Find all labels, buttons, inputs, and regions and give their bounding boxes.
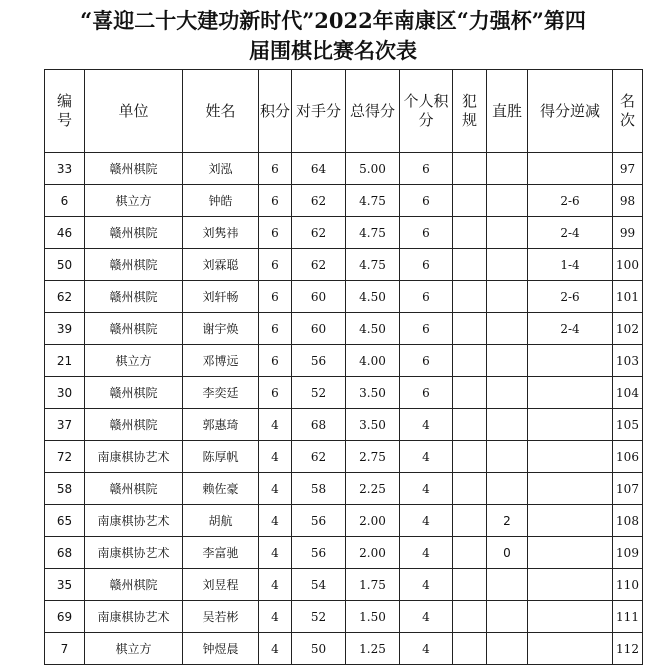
cell-rank: 109 bbox=[613, 537, 643, 569]
cell-unit: 棋立方 bbox=[85, 185, 183, 217]
cell-opponent-score: 50 bbox=[292, 633, 346, 665]
cell-name: 刘隽祎 bbox=[183, 217, 259, 249]
cell-name: 李富驰 bbox=[183, 537, 259, 569]
cell-unit: 棋立方 bbox=[85, 345, 183, 377]
cell-opponent-score: 60 bbox=[292, 313, 346, 345]
cell-unit: 赣州棋院 bbox=[85, 473, 183, 505]
cell-foul bbox=[453, 281, 487, 313]
cell-total: 2.00 bbox=[346, 537, 400, 569]
cell-unit: 赣州棋院 bbox=[85, 569, 183, 601]
cell-unit: 赣州棋院 bbox=[85, 281, 183, 313]
cell-rank: 99 bbox=[613, 217, 643, 249]
cell-total: 2.00 bbox=[346, 505, 400, 537]
cell-individual: 6 bbox=[400, 249, 453, 281]
cell-rank: 102 bbox=[613, 313, 643, 345]
cell-direct-win bbox=[487, 281, 528, 313]
cell-direct-win bbox=[487, 409, 528, 441]
cell-score: 4 bbox=[259, 441, 292, 473]
cell-individual: 6 bbox=[400, 185, 453, 217]
table-row bbox=[45, 537, 643, 569]
cell-direct-win bbox=[487, 473, 528, 505]
header-rank: 名次 bbox=[613, 70, 643, 153]
cell-score: 6 bbox=[259, 185, 292, 217]
cell-foul bbox=[453, 601, 487, 633]
cell-tiebreak bbox=[528, 601, 613, 633]
cell-tiebreak bbox=[528, 505, 613, 537]
cell-direct-win bbox=[487, 441, 528, 473]
cell-foul bbox=[453, 185, 487, 217]
cell-tiebreak: 2-6 bbox=[528, 281, 613, 313]
cell-no: 30 bbox=[45, 377, 85, 409]
cell-name: 郭惠琦 bbox=[183, 409, 259, 441]
cell-opponent-score: 52 bbox=[292, 377, 346, 409]
table-row bbox=[45, 473, 643, 505]
cell-no: 33 bbox=[45, 153, 85, 185]
cell-total: 2.75 bbox=[346, 441, 400, 473]
cell-unit: 赣州棋院 bbox=[85, 249, 183, 281]
cell-unit: 赣州棋院 bbox=[85, 313, 183, 345]
cell-direct-win: 0 bbox=[487, 537, 528, 569]
cell-tiebreak bbox=[528, 377, 613, 409]
cell-total: 5.00 bbox=[346, 153, 400, 185]
cell-no: 37 bbox=[45, 409, 85, 441]
cell-no: 72 bbox=[45, 441, 85, 473]
cell-no: 39 bbox=[45, 313, 85, 345]
cell-opponent-score: 64 bbox=[292, 153, 346, 185]
cell-no: 6 bbox=[45, 185, 85, 217]
page-title bbox=[0, 6, 666, 66]
cell-direct-win bbox=[487, 377, 528, 409]
cell-foul bbox=[453, 377, 487, 409]
cell-rank: 104 bbox=[613, 377, 643, 409]
cell-opponent-score: 58 bbox=[292, 473, 346, 505]
cell-total: 1.75 bbox=[346, 569, 400, 601]
table-row bbox=[45, 153, 643, 185]
cell-foul bbox=[453, 153, 487, 185]
cell-tiebreak: 1-4 bbox=[528, 249, 613, 281]
header-total: 总得分 bbox=[346, 70, 400, 153]
cell-foul bbox=[453, 249, 487, 281]
cell-individual: 6 bbox=[400, 217, 453, 249]
cell-no: 58 bbox=[45, 473, 85, 505]
header-unit: 单位 bbox=[85, 70, 183, 153]
cell-rank: 111 bbox=[613, 601, 643, 633]
cell-rank: 101 bbox=[613, 281, 643, 313]
cell-score: 6 bbox=[259, 249, 292, 281]
cell-individual: 6 bbox=[400, 153, 453, 185]
cell-unit: 赣州棋院 bbox=[85, 217, 183, 249]
cell-tiebreak bbox=[528, 345, 613, 377]
cell-direct-win bbox=[487, 249, 528, 281]
table-row bbox=[45, 409, 643, 441]
cell-individual: 6 bbox=[400, 377, 453, 409]
cell-total: 4.75 bbox=[346, 185, 400, 217]
cell-rank: 105 bbox=[613, 409, 643, 441]
cell-foul bbox=[453, 537, 487, 569]
cell-opponent-score: 60 bbox=[292, 281, 346, 313]
cell-foul bbox=[453, 217, 487, 249]
cell-no: 21 bbox=[45, 345, 85, 377]
cell-name: 谢宇焕 bbox=[183, 313, 259, 345]
cell-name: 钟皓 bbox=[183, 185, 259, 217]
cell-no: 68 bbox=[45, 537, 85, 569]
cell-tiebreak bbox=[528, 569, 613, 601]
cell-unit: 南康棋协艺术 bbox=[85, 601, 183, 633]
table-row bbox=[45, 185, 643, 217]
cell-foul bbox=[453, 633, 487, 665]
cell-foul bbox=[453, 345, 487, 377]
cell-no: 35 bbox=[45, 569, 85, 601]
cell-rank: 98 bbox=[613, 185, 643, 217]
cell-individual: 4 bbox=[400, 633, 453, 665]
cell-opponent-score: 54 bbox=[292, 569, 346, 601]
cell-no: 69 bbox=[45, 601, 85, 633]
table-row bbox=[45, 601, 643, 633]
cell-no: 7 bbox=[45, 633, 85, 665]
cell-opponent-score: 56 bbox=[292, 345, 346, 377]
cell-direct-win bbox=[487, 185, 528, 217]
cell-score: 6 bbox=[259, 345, 292, 377]
cell-opponent-score: 62 bbox=[292, 217, 346, 249]
cell-unit: 南康棋协艺术 bbox=[85, 505, 183, 537]
ranking-table bbox=[44, 69, 643, 665]
cell-no: 50 bbox=[45, 249, 85, 281]
cell-name: 李奕廷 bbox=[183, 377, 259, 409]
table-row bbox=[45, 633, 643, 665]
table-row bbox=[45, 345, 643, 377]
header-score: 积分 bbox=[259, 70, 292, 153]
cell-name: 邓博远 bbox=[183, 345, 259, 377]
cell-opponent-score: 52 bbox=[292, 601, 346, 633]
cell-direct-win bbox=[487, 633, 528, 665]
cell-name: 赖佐豪 bbox=[183, 473, 259, 505]
cell-unit: 南康棋协艺术 bbox=[85, 441, 183, 473]
cell-unit: 棋立方 bbox=[85, 633, 183, 665]
cell-total: 1.25 bbox=[346, 633, 400, 665]
cell-tiebreak bbox=[528, 409, 613, 441]
cell-no: 65 bbox=[45, 505, 85, 537]
table-row bbox=[45, 249, 643, 281]
cell-score: 6 bbox=[259, 313, 292, 345]
cell-score: 6 bbox=[259, 377, 292, 409]
cell-individual: 6 bbox=[400, 281, 453, 313]
cell-total: 4.50 bbox=[346, 313, 400, 345]
cell-rank: 100 bbox=[613, 249, 643, 281]
table-row bbox=[45, 313, 643, 345]
cell-opponent-score: 68 bbox=[292, 409, 346, 441]
header-direct: 直胜 bbox=[487, 70, 528, 153]
cell-score: 4 bbox=[259, 537, 292, 569]
cell-individual: 4 bbox=[400, 409, 453, 441]
cell-total: 4.50 bbox=[346, 281, 400, 313]
cell-individual: 6 bbox=[400, 345, 453, 377]
cell-unit: 赣州棋院 bbox=[85, 409, 183, 441]
cell-direct-win bbox=[487, 217, 528, 249]
cell-direct-win bbox=[487, 345, 528, 377]
header-foul: 犯规 bbox=[453, 70, 487, 153]
cell-score: 4 bbox=[259, 473, 292, 505]
cell-direct-win: 2 bbox=[487, 505, 528, 537]
cell-individual: 4 bbox=[400, 505, 453, 537]
cell-total: 4.75 bbox=[346, 217, 400, 249]
cell-foul bbox=[453, 505, 487, 537]
cell-score: 4 bbox=[259, 601, 292, 633]
cell-rank: 112 bbox=[613, 633, 643, 665]
cell-rank: 108 bbox=[613, 505, 643, 537]
cell-direct-win bbox=[487, 601, 528, 633]
cell-direct-win bbox=[487, 569, 528, 601]
cell-name: 刘轩畅 bbox=[183, 281, 259, 313]
cell-rank: 107 bbox=[613, 473, 643, 505]
cell-total: 3.50 bbox=[346, 409, 400, 441]
cell-name: 陈厚帆 bbox=[183, 441, 259, 473]
cell-total: 4.75 bbox=[346, 249, 400, 281]
header-no: 编号 bbox=[45, 70, 85, 153]
cell-score: 4 bbox=[259, 409, 292, 441]
cell-opponent-score: 62 bbox=[292, 441, 346, 473]
cell-individual: 6 bbox=[400, 313, 453, 345]
table-row bbox=[45, 217, 643, 249]
table-row bbox=[45, 569, 643, 601]
cell-opponent-score: 62 bbox=[292, 249, 346, 281]
cell-name: 刘霖聪 bbox=[183, 249, 259, 281]
cell-name: 吴若彬 bbox=[183, 601, 259, 633]
title-line-2: 届围棋比赛名次表 bbox=[249, 38, 417, 63]
cell-rank: 97 bbox=[613, 153, 643, 185]
cell-tiebreak bbox=[528, 537, 613, 569]
cell-tiebreak bbox=[528, 153, 613, 185]
cell-unit: 赣州棋院 bbox=[85, 377, 183, 409]
cell-foul bbox=[453, 313, 487, 345]
header-tiebreak: 得分逆减 bbox=[528, 70, 613, 153]
cell-no: 46 bbox=[45, 217, 85, 249]
cell-individual: 4 bbox=[400, 473, 453, 505]
cell-opponent-score: 56 bbox=[292, 537, 346, 569]
cell-tiebreak bbox=[528, 633, 613, 665]
header-name: 姓名 bbox=[183, 70, 259, 153]
header-individual: 个人积分 bbox=[400, 70, 453, 153]
table-row bbox=[45, 281, 643, 313]
cell-score: 4 bbox=[259, 505, 292, 537]
cell-direct-win bbox=[487, 313, 528, 345]
table-row bbox=[45, 505, 643, 537]
cell-score: 4 bbox=[259, 569, 292, 601]
cell-unit: 南康棋协艺术 bbox=[85, 537, 183, 569]
cell-tiebreak bbox=[528, 441, 613, 473]
cell-unit: 赣州棋院 bbox=[85, 153, 183, 185]
cell-score: 4 bbox=[259, 633, 292, 665]
cell-individual: 4 bbox=[400, 601, 453, 633]
cell-individual: 4 bbox=[400, 569, 453, 601]
cell-tiebreak: 2-4 bbox=[528, 313, 613, 345]
cell-total: 3.50 bbox=[346, 377, 400, 409]
cell-rank: 110 bbox=[613, 569, 643, 601]
cell-opponent-score: 56 bbox=[292, 505, 346, 537]
cell-opponent-score: 62 bbox=[292, 185, 346, 217]
table-row bbox=[45, 441, 643, 473]
cell-tiebreak: 2-6 bbox=[528, 185, 613, 217]
cell-individual: 4 bbox=[400, 537, 453, 569]
cell-score: 6 bbox=[259, 217, 292, 249]
table-header-row bbox=[45, 70, 643, 153]
header-opponent: 对手分 bbox=[292, 70, 346, 153]
cell-name: 钟煜晨 bbox=[183, 633, 259, 665]
cell-tiebreak: 2-4 bbox=[528, 217, 613, 249]
cell-name: 胡航 bbox=[183, 505, 259, 537]
cell-foul bbox=[453, 441, 487, 473]
cell-score: 6 bbox=[259, 153, 292, 185]
cell-total: 2.25 bbox=[346, 473, 400, 505]
cell-tiebreak bbox=[528, 473, 613, 505]
cell-total: 4.00 bbox=[346, 345, 400, 377]
cell-foul bbox=[453, 569, 487, 601]
cell-foul bbox=[453, 409, 487, 441]
cell-foul bbox=[453, 473, 487, 505]
cell-rank: 106 bbox=[613, 441, 643, 473]
cell-name: 刘泓 bbox=[183, 153, 259, 185]
table-row bbox=[45, 377, 643, 409]
title-line-1: “喜迎二十大建功新时代”2022年南康区“力强杯”第四 bbox=[80, 8, 586, 33]
cell-no: 62 bbox=[45, 281, 85, 313]
cell-individual: 4 bbox=[400, 441, 453, 473]
cell-name: 刘昱程 bbox=[183, 569, 259, 601]
cell-rank: 103 bbox=[613, 345, 643, 377]
cell-total: 1.50 bbox=[346, 601, 400, 633]
cell-score: 6 bbox=[259, 281, 292, 313]
cell-direct-win bbox=[487, 153, 528, 185]
